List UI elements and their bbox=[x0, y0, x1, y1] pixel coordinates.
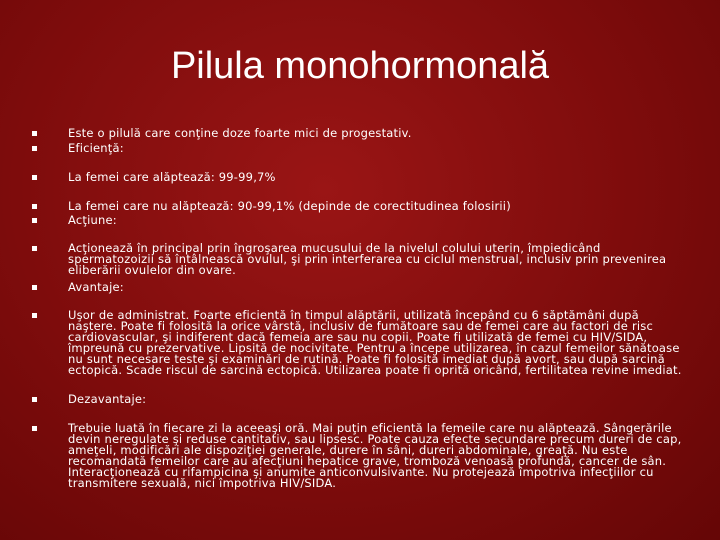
square-bullet-icon bbox=[32, 426, 37, 431]
bullet-text: Uşor de administrat. Foarte eficientă în timpul alăptării, utilizată începând cu 6 săptămâni după naştere. Poate fi folosită la orice vârstă, inclusiv de fumătoare sau de femei care au factori de risc cardiovascular, şi indiferent dacă femeia are sau nu copii. Poate fi utilizată de femei cu HIV/SIDA, împreună cu prezervative. Lipsită de nocivitate. Pentru a începe utilizarea, în cazul femeilor sănătoase nu sunt necesare teste şi examinări de rutină. Poate fi folosită imediat după avort, sau după sarcină ectopică. Scade riscul de sarcină ectopică. Utilizarea poate fi oprită oricând, fertilitatea revine imediat. bbox=[68, 308, 682, 377]
square-bullet-icon bbox=[32, 146, 37, 151]
bullet-text: Eficienţă: bbox=[68, 141, 124, 155]
slide-title: Pilula monohormonală bbox=[170, 45, 550, 87]
square-bullet-icon bbox=[32, 131, 37, 136]
bullet-text: Acţiune: bbox=[68, 213, 117, 227]
bullet-text: Avantaje: bbox=[68, 280, 124, 294]
bullet-text: Acţionează în principal prin îngroşarea mucusului de la nivelul colului uterin, împiedicând spermatozoizii să întâlnească ovulul, şi prin interferarea cu ciclul menstrual, inclusiv prin prevenirea eliberării ovulelor din ovare. bbox=[68, 241, 667, 277]
square-bullet-icon bbox=[32, 175, 37, 180]
bullet-text: Este o pilulă care conţine doze foarte mici de progestativ. bbox=[68, 126, 412, 140]
square-bullet-icon bbox=[32, 204, 37, 209]
square-bullet-icon bbox=[32, 313, 37, 318]
square-bullet-icon bbox=[32, 397, 37, 402]
bullet-text: La femei care nu alăptează: 90-99,1% (depinde de corectitudinea folosirii) bbox=[68, 199, 511, 213]
square-bullet-icon bbox=[32, 246, 37, 251]
bullet-text: La femei care alăptează: 99-99,7% bbox=[68, 170, 276, 184]
bullet-text: Trebuie luată în fiecare zi la aceeaşi oră. Mai puţin eficientă la femeile care nu alăptează. Sângerările devin neregulate şi reduse cantitativ, sau lipsesc. Poate cauza efecte secundare precum dureri de cap, ameţeli, modificări ale dispoziţiei generale, durere în sâni, dureri abdominale, greaţă. Nu este recomandată femeilor care au afecţiuni hepatice grave, tromboză venoasă profundă, cancer de sân. Interacţionează cu rifampicina şi anumite anticonvulsivante. Nu protejează împotriva infecţiilor cu transmitere sexuală, nici împotriva HIV/SIDA. bbox=[68, 421, 682, 490]
square-bullet-icon bbox=[32, 285, 37, 290]
square-bullet-icon bbox=[32, 218, 37, 223]
bullet-text: Dezavantaje: bbox=[68, 392, 147, 406]
